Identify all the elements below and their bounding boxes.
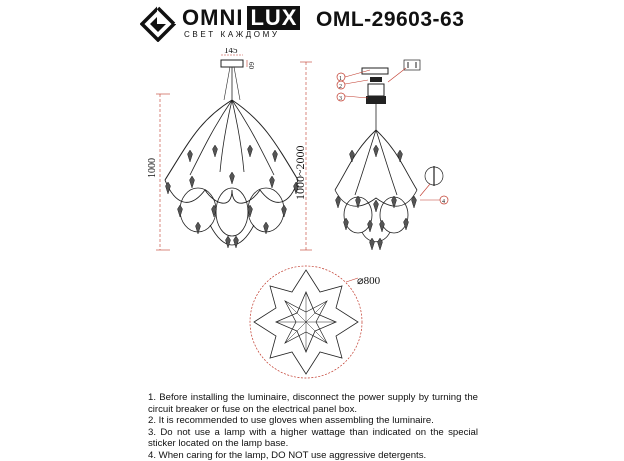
assembly-view bbox=[335, 60, 448, 250]
technical-drawing bbox=[0, 48, 624, 390]
brand-omni: OMNI bbox=[182, 5, 243, 30]
dim-diameter: ⌀800 bbox=[357, 275, 381, 287]
dim-canopy-height: 60 bbox=[247, 62, 255, 70]
front-view bbox=[147, 48, 312, 250]
note-item: 1. Before installing the luminaire, disconnect the power supply by turning the circuit breaker or fuse on the electrical panel box. bbox=[148, 392, 478, 415]
safety-notes bbox=[148, 392, 478, 461]
note-item: 4. When caring for the lamp, DO NOT use aggressive detergents. bbox=[148, 450, 478, 461]
note-item: 3. Do not use a lamp with a higher wattage than indicated on the special sticker located on the lamp base. bbox=[148, 427, 478, 450]
callout-markers bbox=[337, 68, 448, 205]
dim-height: 1000 bbox=[147, 158, 158, 178]
dim-canopy-width: 145 bbox=[224, 48, 238, 55]
header bbox=[0, 0, 624, 50]
canopy bbox=[221, 60, 243, 67]
brand-name bbox=[182, 5, 300, 31]
brand-tagline: СВЕТ КАЖДОМУ bbox=[184, 30, 280, 39]
note-item: 2. It is recommended to use gloves when assembling the luminaire. bbox=[148, 415, 478, 427]
dim-length-range: 1000~2000 bbox=[293, 146, 307, 201]
callout-3: 3 bbox=[339, 96, 342, 102]
omnilux-logo-icon bbox=[140, 6, 176, 42]
brand-lux: LUX bbox=[247, 6, 300, 30]
model-number: OML-29603-63 bbox=[316, 8, 464, 32]
callout-1: 1 bbox=[339, 76, 342, 82]
callout-2: 2 bbox=[339, 84, 342, 90]
callout-4: 4 bbox=[442, 199, 445, 205]
top-view bbox=[250, 266, 362, 378]
